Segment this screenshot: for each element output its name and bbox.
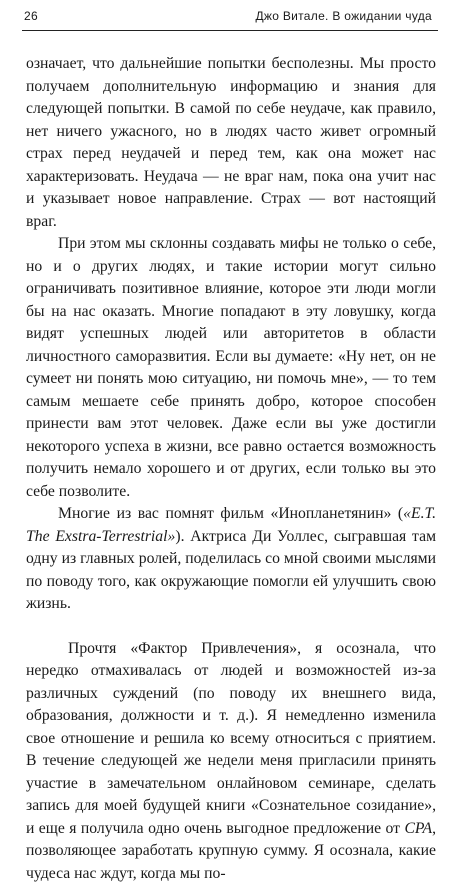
film-original-title: «E.T. The Exstra-Terrestrial» (26, 505, 436, 545)
cpa-abbreviation: CPA (404, 820, 432, 837)
paragraph-3-text-end: ). Актриса Ди Уоллес, сыгравшая там одну из главных ролей, поделилась со мной своими мыслями по поводу того, как окружающие помогли ей улучшить свою жизнь. (26, 528, 436, 613)
page-body (26, 53, 436, 885)
quote-text-end: , позволяющее заработать крупную сумму. Я осознала, какие чудеса нас ждут, когда мы по- (26, 820, 436, 882)
quote-text-start: Прочтя «Фактор Привлечения», я осознала, что нередко отмахивалась от людей и возможностей из-за различных суждений (по поводу их внешнего вида, образования, должности и т. д.). Я немедленно изменила свое отношение и решила ко всему относиться с приятием. В течение следующей же недели меня пригласили принять участие в замечательном онлайновом семинаре, сделать запись для моей будущей книги «Сознательное созидание», и еще я получила одно очень выгодное предложение от (26, 640, 436, 837)
page-number: 26 (24, 9, 38, 23)
paragraph-1: означает, что дальнейшие попытки бесполезны. Мы просто получаем дополнительную информацию и знания для следующей попытки. В самой по себе неудаче, как правило, нет ничего ужасного, но в людях часто живет огромный страх перед неудачей и перед тем, как она может нас характеризовать. Неудача — не враг нам, пока она учит нас и указывает новое направление. Страх — вот настоящий враг. (26, 53, 436, 233)
quote-paragraph (26, 638, 436, 885)
paragraph-2: При этом мы склонны создавать мифы не только о себе, но и о других людях, и такие истории могут сильно ограничивать позитивное влияние, которое эти люди могли бы на нас оказать. Многие попадают в эту ловушку, когда видят успешных людей или авторитетов в области личностного саморазвития. Если вы думаете: «Ну нет, он не сумеет ни понять мою ситуацию, ни помочь мне», — то тем самым мешаете себе принять добро, которое способен принести вам этот человек. Даже если вы уже достигли некоторого успеха в жизни, все равно остается возможность получить немало хорошего и от других, если только вы это себе позволите. (26, 233, 436, 503)
paragraph-3 (26, 503, 436, 616)
running-head: Джо Витале. В ожидании чуда (255, 9, 432, 23)
header-rule (22, 30, 438, 31)
page-header (0, 0, 460, 40)
paragraph-3-text-start: Многие из вас помнят фильм «Инопланетянин» ( (58, 505, 403, 522)
